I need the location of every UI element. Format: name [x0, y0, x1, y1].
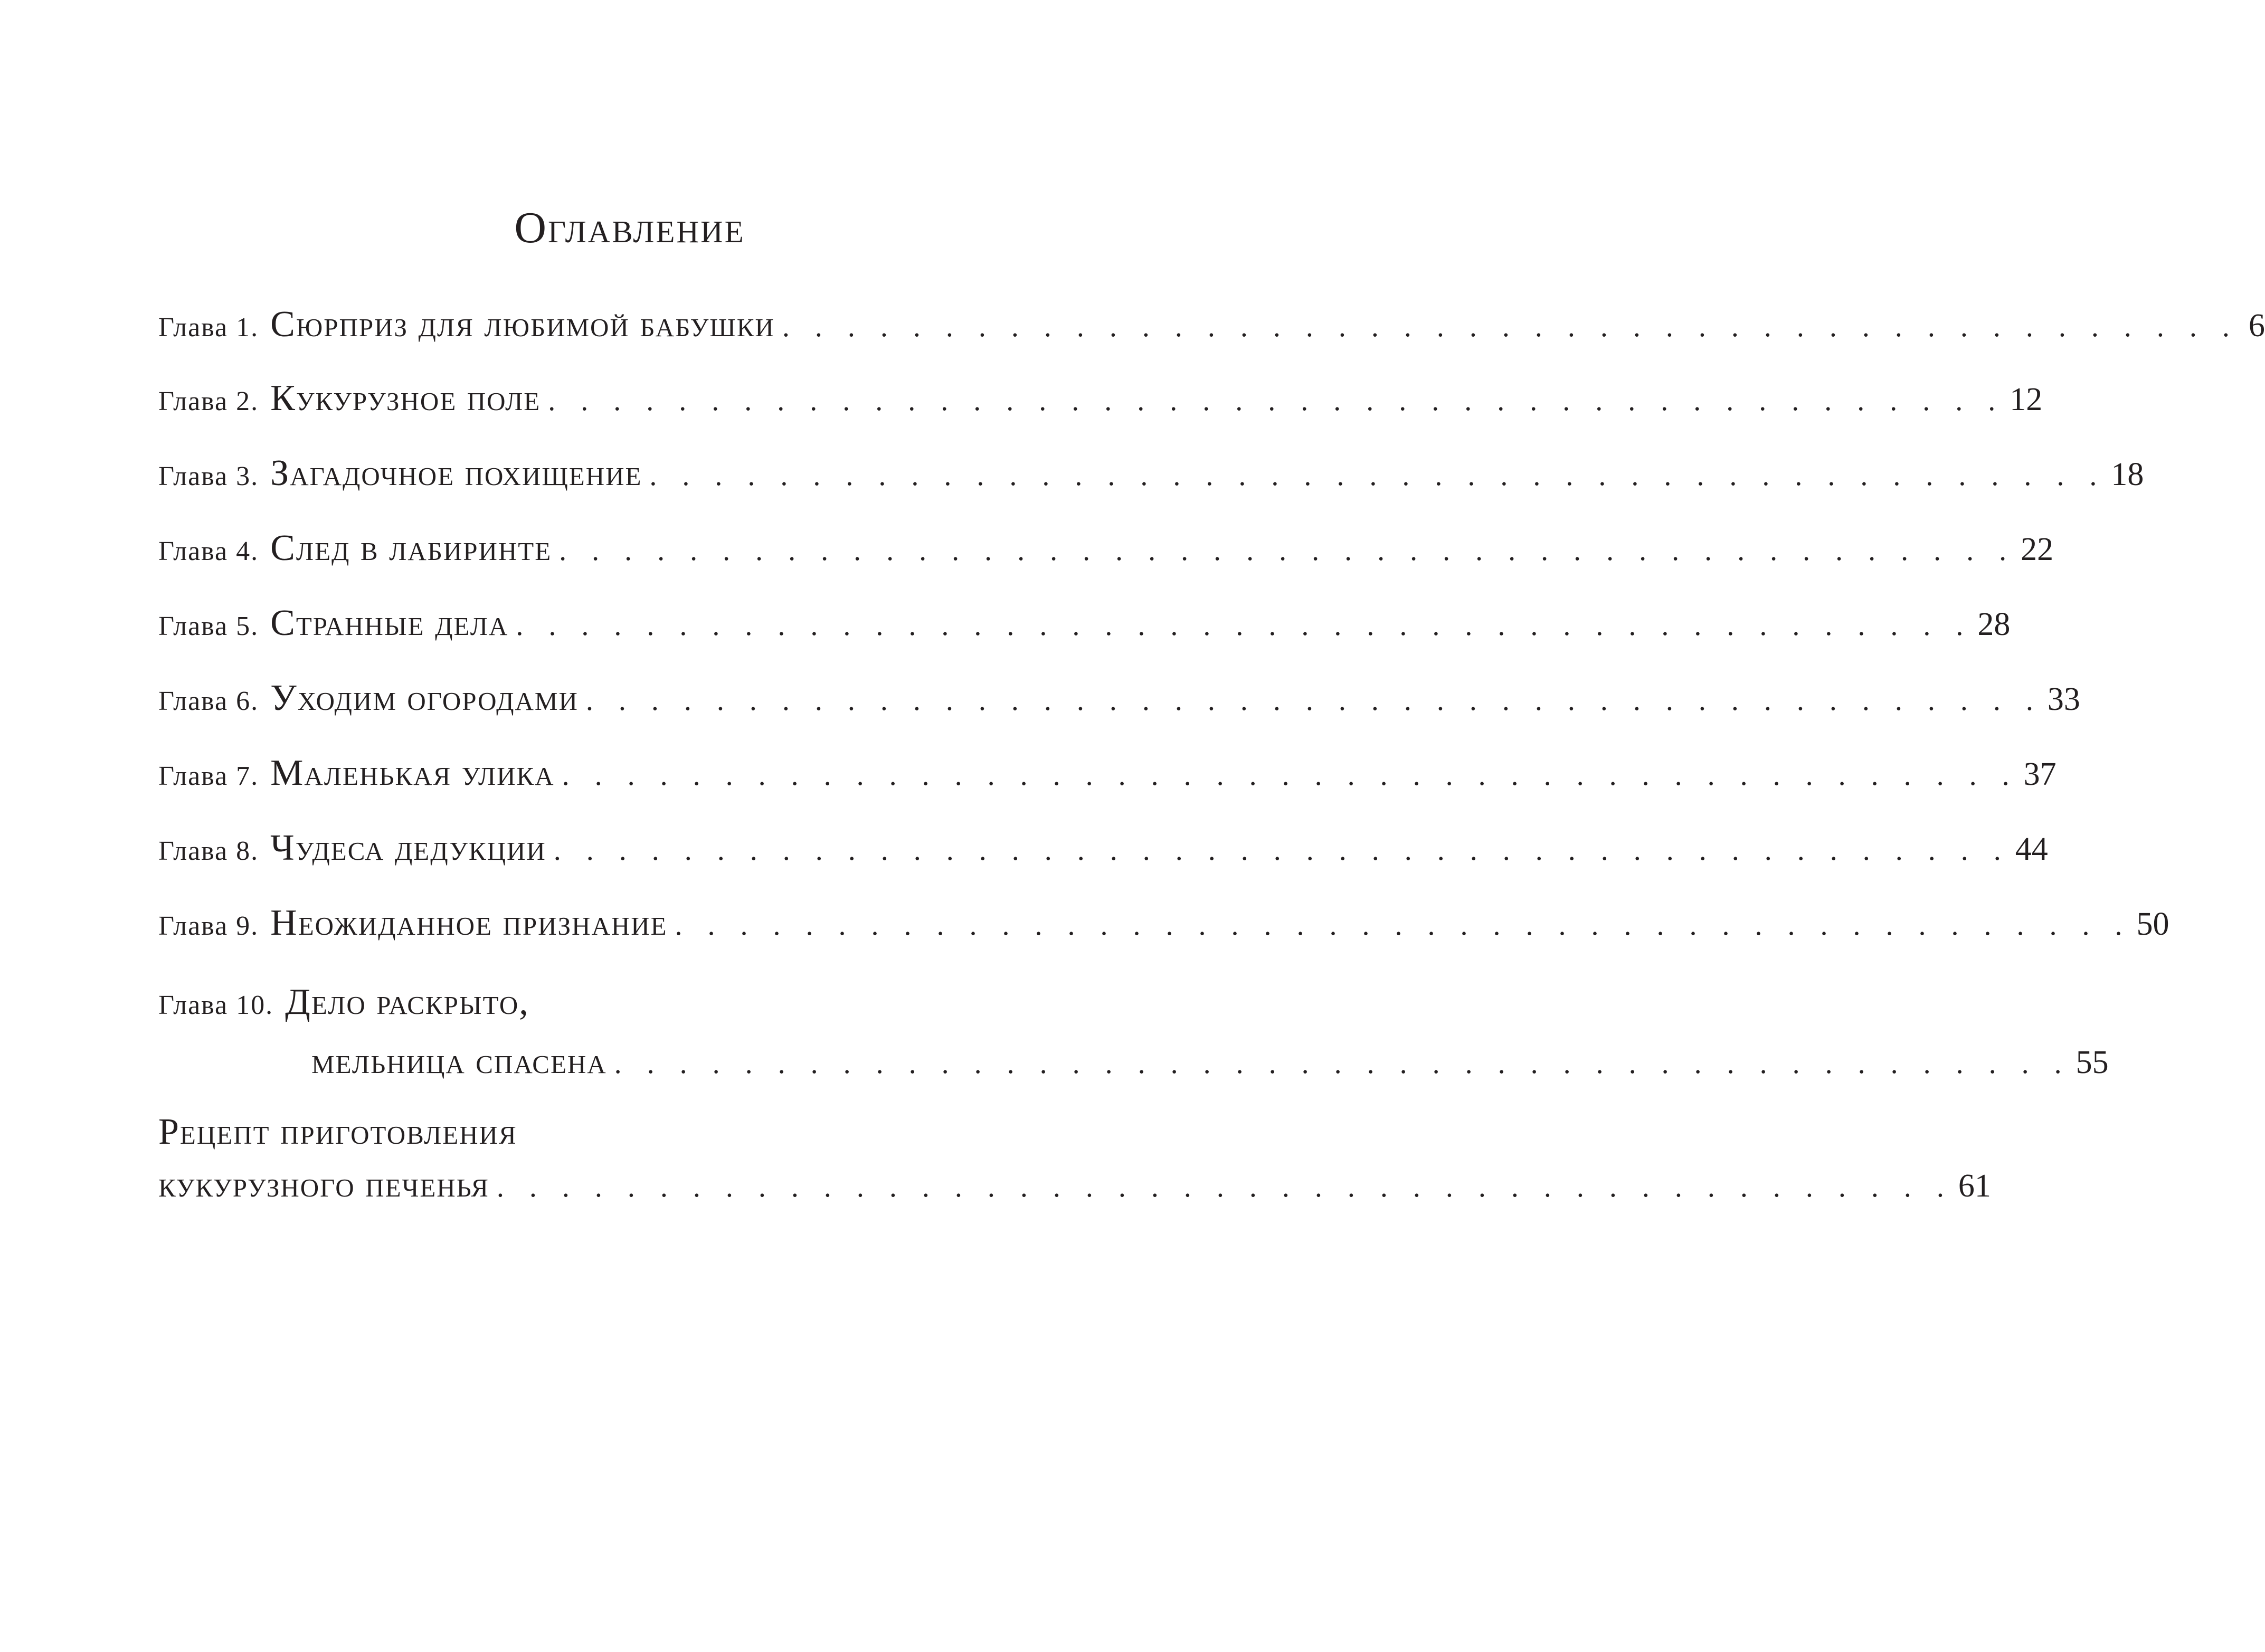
page-number: 50: [2136, 906, 2169, 942]
page-number: 18: [2111, 457, 2144, 492]
toc-heading: Оглавление: [514, 203, 745, 252]
chapter-label: Глава 7.: [158, 761, 259, 791]
dot-leader: . . . . . . . . . . . . . . . . . . . . . . . . . . . . . . . . . . . . . . . . . . . . .: [782, 310, 2239, 343]
toc-entry-5[interactable]: [158, 603, 2011, 643]
dot-leader: . . . . . . . . . . . . . . . . . . . . . . . . . . . . . . . . . . . . . . . . . . . . .: [516, 609, 1973, 642]
toc-entry-6[interactable]: [158, 678, 2080, 718]
chapter-label: Глава 6.: [158, 686, 259, 716]
chapter-title: Неожиданное признание: [270, 903, 668, 943]
recipe-title-line1: Рецепт приготовления: [158, 1112, 517, 1152]
dot-leader: . . . . . . . . . . . . . . . . . . . . . . . . . . . . . . . . . . . . . . . . . . . . .: [553, 834, 2010, 867]
chapter-label: Глава 3.: [158, 461, 259, 491]
recipe-entry[interactable]: [158, 1114, 1050, 1151]
dot-leader: . . . . . . . . . . . . . . . . . . . . . . . . . . . . . . . . . . . . . . . . . . . . .: [614, 1047, 2071, 1080]
chapter-title: Уходим огородами: [270, 678, 579, 718]
toc-entry-3[interactable]: [158, 453, 2144, 493]
chapter-label: Глава 5.: [158, 611, 259, 641]
chapter-title: Странные дела: [270, 603, 509, 643]
chapter-label: Глава 4.: [158, 536, 259, 566]
chapter-label: Глава 2.: [158, 386, 259, 416]
chapter-title: Маленькая улика: [270, 753, 555, 793]
chapter-label: Глава 8.: [158, 836, 259, 866]
dot-leader: . . . . . . . . . . . . . . . . . . . . . . . . . . . . . . . . . . . . . . . . . . . . .: [548, 384, 2005, 417]
page-number: 37: [2023, 756, 2056, 792]
toc-entry-10[interactable]: [158, 984, 1050, 1021]
page-number: 61: [1958, 1168, 1991, 1204]
dot-leader: . . . . . . . . . . . . . . . . . . . . . . . . . . . . . . . . . . . . . . . . . . . . .: [649, 459, 2106, 492]
chapter-title: Сюрприз для любимой бабушки: [270, 304, 775, 345]
page-number: 44: [2015, 831, 2048, 867]
chapter-title: Чудеса дедукции: [270, 828, 546, 868]
toc-entry-2[interactable]: [158, 378, 2043, 419]
toc-entry-10-continued[interactable]: [158, 1041, 2109, 1081]
toc-entry-1[interactable]: [158, 304, 2265, 345]
dot-leader: . . . . . . . . . . . . . . . . . . . . . . . . . . . . . . . . . . . . . . . . . . . . .: [562, 759, 2018, 792]
page-number: 28: [1977, 606, 2011, 642]
recipe-entry-continued[interactable]: [158, 1164, 1991, 1205]
chapter-title: Загадочное похищение: [270, 453, 642, 493]
toc-entry-7[interactable]: [158, 753, 2056, 793]
toc-entry-9[interactable]: [158, 903, 2169, 943]
dot-leader: . . . . . . . . . . . . . . . . . . . . . . . . . . . . . . . . . . . . . . . . . . . . .: [559, 534, 2016, 567]
toc-entry-4[interactable]: [158, 528, 2054, 568]
recipe-title-line2: кукурузного печенья: [158, 1164, 489, 1205]
chapter-title-line2: мельница спасена: [311, 1041, 607, 1081]
page-number: 55: [2076, 1045, 2109, 1080]
dot-leader: . . . . . . . . . . . . . . . . . . . . . . . . . . . . . . . . . . . . . . . . . . . . .: [675, 909, 2131, 942]
chapter-title: Кукурузное поле: [270, 378, 541, 419]
page-number: 33: [2047, 681, 2080, 717]
chapter-title: След в лабиринте: [270, 528, 552, 568]
page-number: 6: [2248, 308, 2265, 344]
dot-leader: . . . . . . . . . . . . . . . . . . . . . . . . . . . . . . . . . . . . . . . . . . . . .: [585, 684, 2042, 717]
chapter-label: Глава 1.: [158, 312, 259, 343]
toc-entry-8[interactable]: [158, 828, 2048, 868]
dot-leader: . . . . . . . . . . . . . . . . . . . . . . . . . . . . . . . . . . . . . . . . . . . . .: [496, 1171, 1953, 1203]
chapter-label: Глава 10.: [158, 990, 274, 1020]
page-number: 22: [2021, 531, 2054, 567]
chapter-label: Глава 9.: [158, 911, 259, 941]
page-number: 12: [2010, 382, 2043, 417]
chapter-title-line1: Дело раскрыто,: [285, 982, 529, 1022]
